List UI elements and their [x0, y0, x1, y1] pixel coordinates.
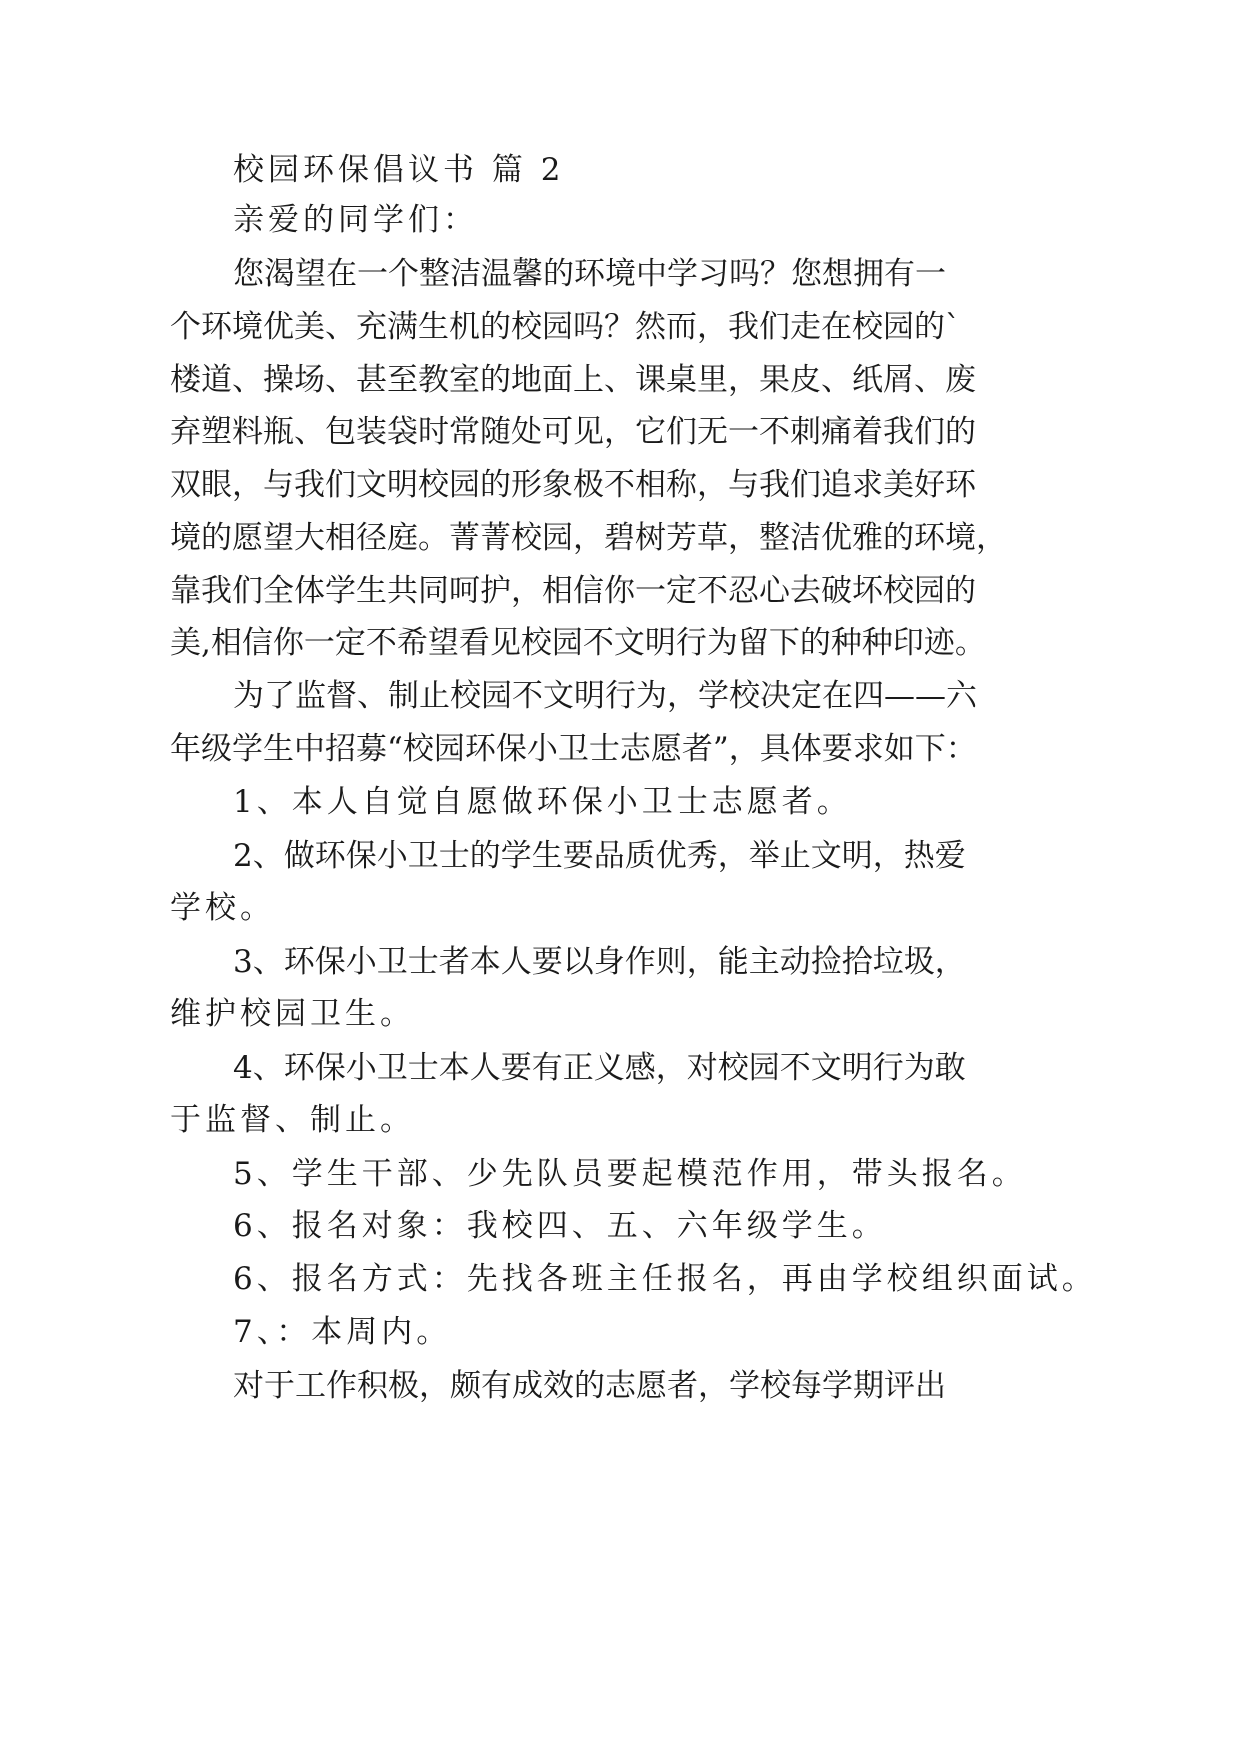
paragraph-line: 双眼，与我们文明校园的形象极不相称，与我们追求美好环: [170, 467, 976, 503]
paragraph-line: 美,相信你一定不希望看见校园不文明行为留下的种种印迹。: [170, 625, 986, 661]
list-item-6-target: 6、报名对象：我校四、五、六年级学生。: [233, 1208, 887, 1244]
list-item-3-cont: 维护校园卫生。: [170, 996, 415, 1032]
document-title: 校园环保倡议书 篇 2: [233, 152, 565, 188]
closing-line: 对于工作积极，颇有成效的志愿者，学校每学期评出: [233, 1368, 946, 1404]
list-item-4-cont: 于监督、制止。: [170, 1102, 415, 1138]
paragraph-line: 弃塑料瓶、包装袋时常随处可见，它们无一不刺痛着我们的: [170, 414, 976, 450]
list-item-5: 5、学生干部、少先队员要起模范作用，带头报名。: [233, 1156, 1027, 1192]
list-item-2: 2、做环保小卫士的学生要品质优秀，举止文明，热爱: [233, 838, 966, 874]
paragraph-line: 境的愿望大相径庭。菁菁校园，碧树芳草，整洁优雅的环境，: [170, 520, 1007, 556]
paragraph-line: 您渴望在一个整洁温馨的环境中学习吗？您想拥有一: [233, 256, 946, 292]
list-item-3: 3、环保小卫士者本人要以身作则，能主动捡拾垃圾，: [233, 944, 966, 980]
list-item-6-method: 6、报名方式：先找各班主任报名，再由学校组织面试。: [233, 1261, 1097, 1297]
list-item-2-cont: 学校。: [170, 890, 275, 926]
paragraph-line: 楼道、操场、甚至教室的地面上、课桌里，果皮、纸屑、废: [170, 362, 976, 398]
paragraph-line: 个环境优美、充满生机的校园吗？然而，我们走在校园的`: [170, 309, 961, 345]
paragraph-line: 靠我们全体学生共同呵护，相信你一定不忍心去破坏校园的: [170, 573, 976, 609]
list-item-4: 4、环保小卫士本人要有正义感，对校园不文明行为敢: [233, 1050, 966, 1086]
list-item-7: 7、：本周内。: [233, 1314, 452, 1350]
list-item-1: 1、本人自觉自愿做环保小卫士志愿者。: [233, 784, 852, 820]
paragraph-line: 为了监督、制止校园不文明行为，学校决定在四——六: [233, 678, 977, 714]
paragraph-line: 年级学生中招募“校园环保小卫士志愿者”，具体要求如下：: [170, 731, 977, 767]
greeting: 亲爱的同学们：: [233, 202, 478, 238]
